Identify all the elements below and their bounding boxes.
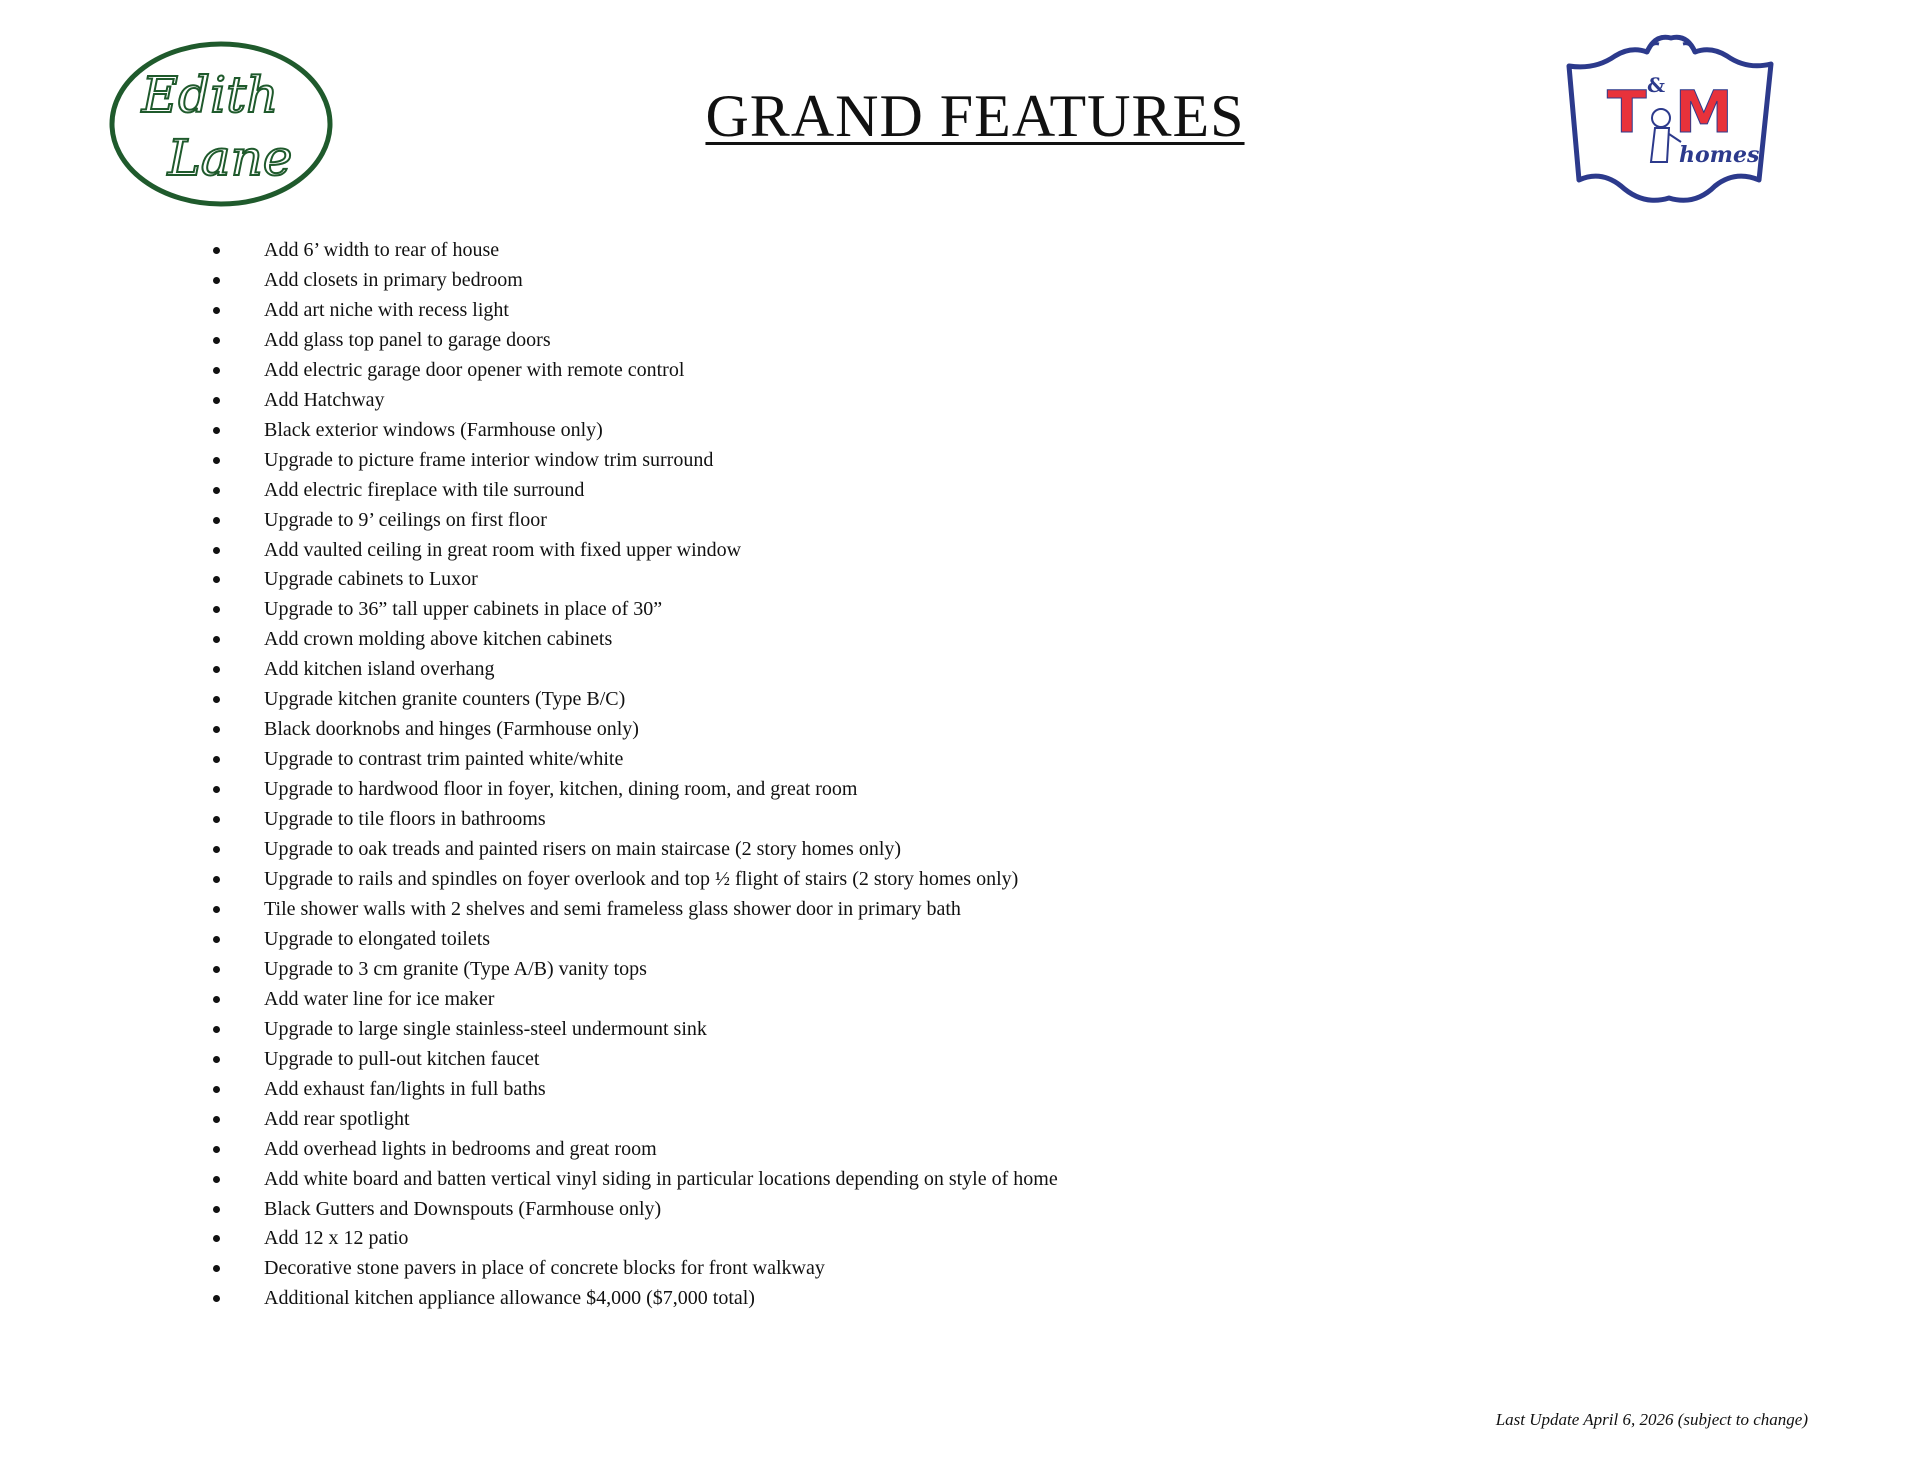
bullet-icon (213, 307, 220, 314)
feature-text: Black doorknobs and hinges (Farmhouse only) (264, 718, 639, 741)
feature-item (200, 984, 1058, 1014)
bullet-icon (213, 966, 220, 973)
bullet-icon (213, 636, 220, 643)
feature-item (200, 744, 1058, 774)
bullet-icon (213, 397, 220, 404)
feature-item (200, 1253, 1058, 1283)
feature-text: Upgrade to contrast trim painted white/white (264, 748, 624, 771)
feature-item (200, 1223, 1058, 1253)
feature-item (200, 505, 1058, 535)
feature-text: Upgrade to hardwood floor in foyer, kitchen, dining room, and great room (264, 778, 858, 801)
bullet-icon (213, 906, 220, 913)
feature-item (200, 564, 1058, 594)
feature-item (200, 684, 1058, 714)
feature-list (200, 235, 1058, 1313)
feature-item (200, 624, 1058, 654)
feature-item (200, 355, 1058, 385)
logo-letter-m: M (1675, 78, 1733, 146)
bullet-icon (213, 1146, 220, 1153)
feature-text: Upgrade to pull-out kitchen faucet (264, 1047, 540, 1070)
bullet-icon (213, 666, 220, 673)
feature-item (200, 1074, 1058, 1104)
feature-item (200, 475, 1058, 505)
feature-text: Add kitchen island overhang (264, 658, 495, 681)
bullet-icon (213, 996, 220, 1003)
bullet-icon (213, 517, 220, 524)
logo-text-lane: Lane (167, 129, 293, 187)
bullet-icon (213, 576, 220, 583)
feature-text: Additional kitchen appliance allowance $4,000 ($7,000 total) (264, 1287, 755, 1310)
feature-item (200, 1014, 1058, 1044)
bullet-icon (213, 846, 220, 853)
bullet-icon (213, 1056, 220, 1063)
last-update-note: Last Update April 6, 2026 (subject to change) (1495, 1410, 1808, 1429)
logo-letter-t: T (1607, 78, 1647, 146)
bullet-icon (213, 726, 220, 733)
bullet-icon (213, 786, 220, 793)
bullet-icon (213, 1265, 220, 1272)
bullet-icon (213, 1176, 220, 1183)
feature-text: Upgrade to 36” tall upper cabinets in place of 30” (264, 598, 663, 621)
feature-text: Decorative stone pavers in place of concrete blocks for front walkway (264, 1257, 825, 1280)
bullet-icon (213, 936, 220, 943)
feature-text: Upgrade to picture frame interior window trim surround (264, 448, 714, 471)
bullet-icon (213, 606, 220, 613)
bullet-icon (213, 1026, 220, 1033)
feature-text: Add overhead lights in bedrooms and great room (264, 1137, 657, 1160)
feature-text: Add glass top panel to garage doors (264, 328, 551, 351)
feature-item (200, 954, 1058, 984)
feature-text: Upgrade to elongated toilets (264, 927, 491, 950)
feature-item (200, 535, 1058, 565)
feature-item (200, 1104, 1058, 1134)
logo-ampersand: & (1647, 73, 1666, 97)
feature-text: Add closets in primary bedroom (264, 268, 523, 291)
feature-text: Upgrade to 9’ ceilings on first floor (264, 508, 547, 531)
bullet-icon (213, 1086, 220, 1093)
bullet-icon (213, 1206, 220, 1213)
bullet-icon (213, 247, 220, 254)
feature-item (200, 864, 1058, 894)
feature-item (200, 325, 1058, 355)
feature-text: Upgrade to oak treads and painted risers on main staircase (2 story homes only) (264, 838, 902, 861)
feature-text: Black exterior windows (Farmhouse only) (264, 418, 603, 441)
feature-text: Add water line for ice maker (264, 987, 495, 1010)
bullet-icon (213, 547, 220, 554)
bullet-icon (213, 876, 220, 883)
feature-text: Add art niche with recess light (264, 298, 509, 321)
feature-text: Add 6’ width to rear of house (264, 239, 500, 261)
feature-text: Upgrade cabinets to Luxor (264, 568, 478, 591)
feature-text: Add white board and batten vertical vinyl siding in particular locations depending on style of home (264, 1167, 1058, 1190)
feature-text: Add 12 x 12 patio (264, 1227, 409, 1250)
logo-text-homes: homes (1679, 142, 1760, 168)
feature-text: Add vaulted ceiling in great room with fixed upper window (264, 538, 742, 561)
feature-item (200, 385, 1058, 415)
feature-item (200, 1134, 1058, 1164)
feature-text: Add Hatchway (264, 388, 385, 411)
feature-item (200, 1283, 1058, 1313)
feature-text: Add crown molding above kitchen cabinets (264, 628, 613, 651)
feature-item (200, 415, 1058, 445)
feature-text: Black Gutters and Downspouts (Farmhouse only) (264, 1197, 662, 1220)
tm-homes-logo (1555, 30, 1783, 210)
feature-text: Add electric garage door opener with remote control (264, 358, 685, 381)
bullet-icon (213, 277, 220, 284)
feature-text: Upgrade kitchen granite counters (Type B/C) (264, 688, 626, 711)
bullet-icon (213, 756, 220, 763)
bullet-icon (213, 427, 220, 434)
bullet-icon (213, 367, 220, 374)
feature-item (200, 295, 1058, 325)
bullet-icon (213, 457, 220, 464)
bullet-icon (213, 337, 220, 344)
feature-item (200, 774, 1058, 804)
feature-item (200, 654, 1058, 684)
feature-text: Upgrade to tile floors in bathrooms (264, 808, 546, 831)
feature-item (200, 445, 1058, 475)
feature-item (200, 1164, 1058, 1194)
feature-text: Add rear spotlight (264, 1107, 410, 1130)
bullet-icon (213, 816, 220, 823)
feature-text: Add electric fireplace with tile surround (264, 478, 585, 501)
feature-item (200, 804, 1058, 834)
page-title-text: GRAND FEATURES (705, 83, 1245, 149)
feature-item (200, 265, 1058, 295)
feature-item (200, 834, 1058, 864)
feature-item (200, 594, 1058, 624)
feature-text: Upgrade to 3 cm granite (Type A/B) vanity tops (264, 957, 647, 980)
feature-item (200, 235, 1058, 265)
logo-text-edith: Edith (141, 66, 279, 124)
feature-text: Upgrade to large single stainless-steel undermount sink (264, 1017, 707, 1040)
feature-text: Tile shower walls with 2 shelves and semi frameless glass shower door in primary bath (264, 897, 961, 920)
bullet-icon (213, 696, 220, 703)
feature-item (200, 1044, 1058, 1074)
bullet-icon (213, 487, 220, 494)
feature-text: Add exhaust fan/lights in full baths (264, 1077, 546, 1100)
feature-item (200, 1194, 1058, 1224)
feature-item (200, 924, 1058, 954)
feature-text: Upgrade to rails and spindles on foyer overlook and top ½ flight of stairs (2 story homes only) (264, 868, 1019, 891)
bullet-icon (213, 1116, 220, 1123)
bullet-icon (213, 1235, 220, 1242)
bullet-icon (213, 1295, 220, 1302)
feature-item (200, 894, 1058, 924)
feature-item (200, 714, 1058, 744)
